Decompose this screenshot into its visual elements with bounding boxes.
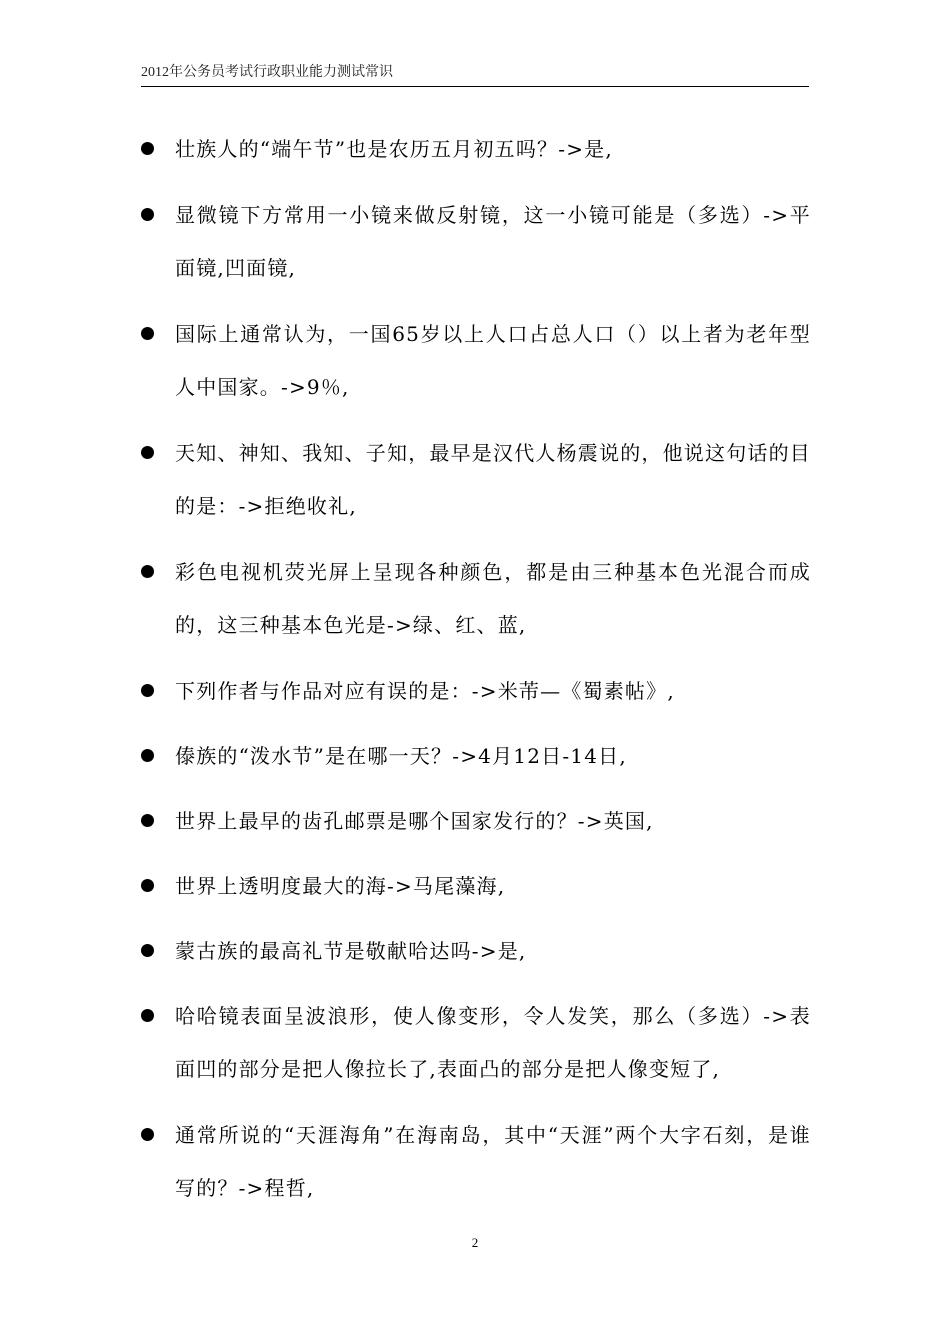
bullet-icon (141, 684, 154, 697)
question-list (141, 123, 811, 1228)
list-item (141, 730, 811, 783)
item-text: 世界上透明度最大的海->马尾藻海, (175, 874, 506, 898)
item-text: 下列作者与作品对应有误的是：->米芾—《蜀素帖》, (175, 679, 675, 703)
item-text: 国际上通常认为，一国65岁以上人口占总人口（）以上者为老年型人中国家。->9％, (175, 322, 811, 399)
bullet-icon (141, 879, 154, 892)
item-text: 壮族人的“端午节”也是农历五月初五吗？->是, (175, 137, 613, 161)
bullet-icon (141, 446, 154, 459)
list-item (141, 925, 811, 978)
bullet-icon (141, 1009, 154, 1022)
list-item (141, 665, 811, 718)
list-item (141, 308, 811, 414)
item-text: 蒙古族的最高礼节是敬献哈达吗->是, (175, 939, 527, 963)
bullet-icon (141, 142, 154, 155)
header-title: 2012年公务员考试行政职业能力测试常识 (141, 65, 393, 80)
list-item (141, 546, 811, 652)
list-item (141, 795, 811, 848)
bullet-icon (141, 327, 154, 340)
bullet-icon (141, 565, 154, 578)
item-text: 通常所说的“天涯海角”在海南岛，其中“天涯”两个大字石刻，是谁写的？->程哲, (175, 1123, 811, 1200)
item-text: 显微镜下方常用一小镜来做反射镜，这一小镜可能是（多选）->平面镜,凹面镜, (175, 203, 811, 280)
item-text: 世界上最早的齿孔邮票是哪个国家发行的？->英国, (175, 809, 654, 833)
list-item (141, 1109, 811, 1215)
item-text: 彩色电视机荧光屏上呈现各种颜色，都是由三种基本色光混合而成的，这三种基本色光是->绿、红、蓝, (175, 560, 811, 637)
item-text: 哈哈镜表面呈波浪形，使人像变形，令人发笑，那么（多选）->表面凹的部分是把人像拉长了,表面凸的部分是把人像变短了, (175, 1004, 811, 1081)
bullet-icon (141, 208, 154, 221)
item-text: 傣族的“泼水节”是在哪一天？->4月12日-14日, (175, 744, 627, 768)
bullet-icon (141, 944, 154, 957)
list-item (141, 990, 811, 1096)
list-item (141, 427, 811, 533)
page-number: 2 (471, 1235, 479, 1250)
bullet-icon (141, 1128, 154, 1141)
item-text: 天知、神知、我知、子知，最早是汉代人杨震说的，他说这句话的目的是：->拒绝收礼, (175, 441, 811, 518)
bullet-icon (141, 814, 154, 827)
list-item (141, 123, 811, 176)
page-header (141, 64, 809, 87)
list-item (141, 860, 811, 913)
bullet-icon (141, 749, 154, 762)
list-item (141, 189, 811, 295)
